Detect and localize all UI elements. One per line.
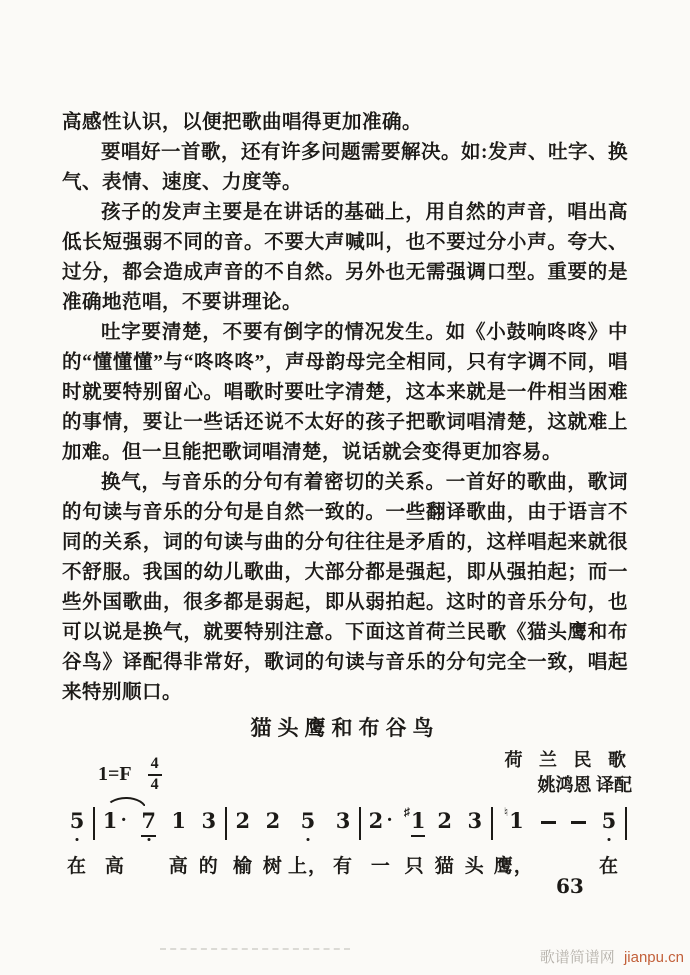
jianpu-note	[194, 808, 224, 875]
jianpu-note	[430, 808, 460, 875]
lyric-syllable: 只	[404, 856, 425, 877]
time-signature-numerator: 4	[148, 756, 162, 776]
lyric-syllable: 高	[168, 856, 189, 877]
low-octave-dot	[607, 838, 610, 841]
note-number: 2	[368, 808, 384, 833]
lyric-syllable: 的	[198, 856, 219, 877]
credit-translator: 姚鸿恩 译配	[537, 775, 632, 795]
note-number: 5	[300, 808, 316, 833]
duration-dash	[571, 821, 586, 824]
jianpu-note	[288, 808, 328, 875]
paragraph: 高感性认识，以便把歌曲唱得更加准确。	[62, 112, 423, 133]
jianpu-dash	[564, 808, 594, 875]
song-credits	[505, 748, 633, 798]
song-section	[62, 712, 632, 877]
lyric-syllable: 在	[67, 856, 88, 877]
note-number: 1	[171, 808, 187, 833]
jianpu-note	[164, 808, 194, 875]
jianpu-dash	[534, 808, 564, 875]
lyric-syllable: 鹰，	[493, 856, 534, 877]
natural-accidental: ♮	[503, 805, 509, 819]
note-number: 2	[437, 808, 453, 833]
augmentation-dot: ·	[386, 809, 393, 831]
time-signature-denominator: 4	[150, 775, 159, 793]
scan-artifact	[160, 948, 350, 950]
note-number: 7	[141, 808, 156, 837]
jianpu-note	[62, 808, 92, 875]
lyric-syllable: 高	[104, 856, 125, 877]
note-number: 2	[265, 808, 281, 833]
paragraph: 要唱好一首歌，还有许多问题需要解决。如:发声、吐字、换气、表情、速度、力度等。	[62, 142, 628, 193]
note-number: 3	[467, 808, 483, 833]
watermark-site-url: jianpu.cn	[623, 949, 684, 966]
jianpu-note	[96, 808, 134, 875]
jianpu-note	[328, 808, 358, 875]
jianpu-note	[493, 805, 534, 877]
paragraph: 换气，与音乐的分句有着密切的关系。一首好的歌曲，歌词的句读与音乐的分句是自然一致的。一些翻译歌曲，由于语言不同的关系，词的句读与曲的分句往往是矛盾的，这样唱起来就很不舒服。我国的幼儿歌曲，大部分都是强起，即从强拍起；而一些外国歌曲，很多都是弱起，即从弱拍起。这时的音乐分句，也可以说是换气，就要特别注意。下面这首荷兰民歌《猫头鹰和布谷鸟》译配得非常好，歌词的句读与音乐的分句完全一致，唱起来特别顺口。	[62, 472, 628, 703]
note-number: 5	[69, 808, 85, 833]
low-octave-dot	[306, 838, 309, 841]
page-number: 63	[556, 874, 584, 898]
jianpu-note	[460, 808, 490, 875]
key-signature: 1=F	[98, 763, 132, 786]
note-number: 1	[411, 808, 426, 837]
note-number: 3	[335, 808, 351, 833]
augmentation-dot: ·	[120, 809, 127, 831]
jianpu-note	[362, 808, 400, 875]
song-meta	[62, 742, 632, 804]
note-number: 3	[201, 808, 217, 833]
lyric-syllable: 上，	[287, 856, 328, 877]
time-signature	[148, 756, 162, 794]
lyric-syllable: 猫	[434, 856, 455, 877]
music-notation-row	[62, 805, 628, 877]
lyric-syllable: 头	[464, 856, 485, 877]
low-octave-dot	[147, 838, 150, 841]
note-number: 1	[509, 808, 524, 833]
note-number: 2	[235, 808, 251, 833]
low-octave-dot	[76, 838, 79, 841]
note-number: 5	[601, 808, 617, 833]
jianpu-note	[594, 808, 624, 875]
jianpu-note	[228, 808, 258, 875]
note-number: 1	[102, 808, 118, 833]
key-time-signature	[98, 756, 162, 794]
lyric-syllable: 有	[332, 856, 353, 877]
lyric-syllable: 树	[262, 856, 283, 877]
song-title: 猫头鹰和布谷鸟	[250, 716, 440, 740]
credit-source: 荷 兰 民 歌	[504, 750, 632, 770]
sharp-accidental: ♯	[403, 805, 410, 819]
lyric-syllable: 在	[598, 856, 619, 877]
body-paragraphs	[62, 108, 628, 708]
paragraph: 吐字要清楚，不要有倒字的情况发生。如《小鼓响咚咚》中的“懂懂懂”与“咚咚咚”，声母韵母完全相同，只有字调不同，唱时就要特别留心。唱歌时要吐字清楚，这本来就是一件相当困难的事情，要让一些话还说不太好的孩子把歌词唱清楚，这就难上加难。但一旦能把歌词唱清楚，说话就会变得更加容易。	[62, 322, 628, 463]
paragraph: 孩子的发声主要是在讲话的基础上，用自然的声音，唱出高低长短强弱不同的音。不要大声喊叫，也不要过分小声。夸大、过分，都会造成声音的不自然。另外也无需强调口型。重要的是准确地范唱，不要讲理论。	[62, 202, 628, 313]
lyric-syllable: 一	[370, 856, 391, 877]
watermark-site-name: 歌谱简谱网	[539, 949, 615, 966]
barline	[624, 808, 628, 840]
jianpu-note	[134, 808, 164, 875]
lyric-syllable: 榆	[232, 856, 253, 877]
jianpu-note	[400, 805, 430, 877]
watermark	[540, 946, 684, 967]
duration-dash	[541, 821, 556, 824]
jianpu-note	[258, 808, 288, 875]
